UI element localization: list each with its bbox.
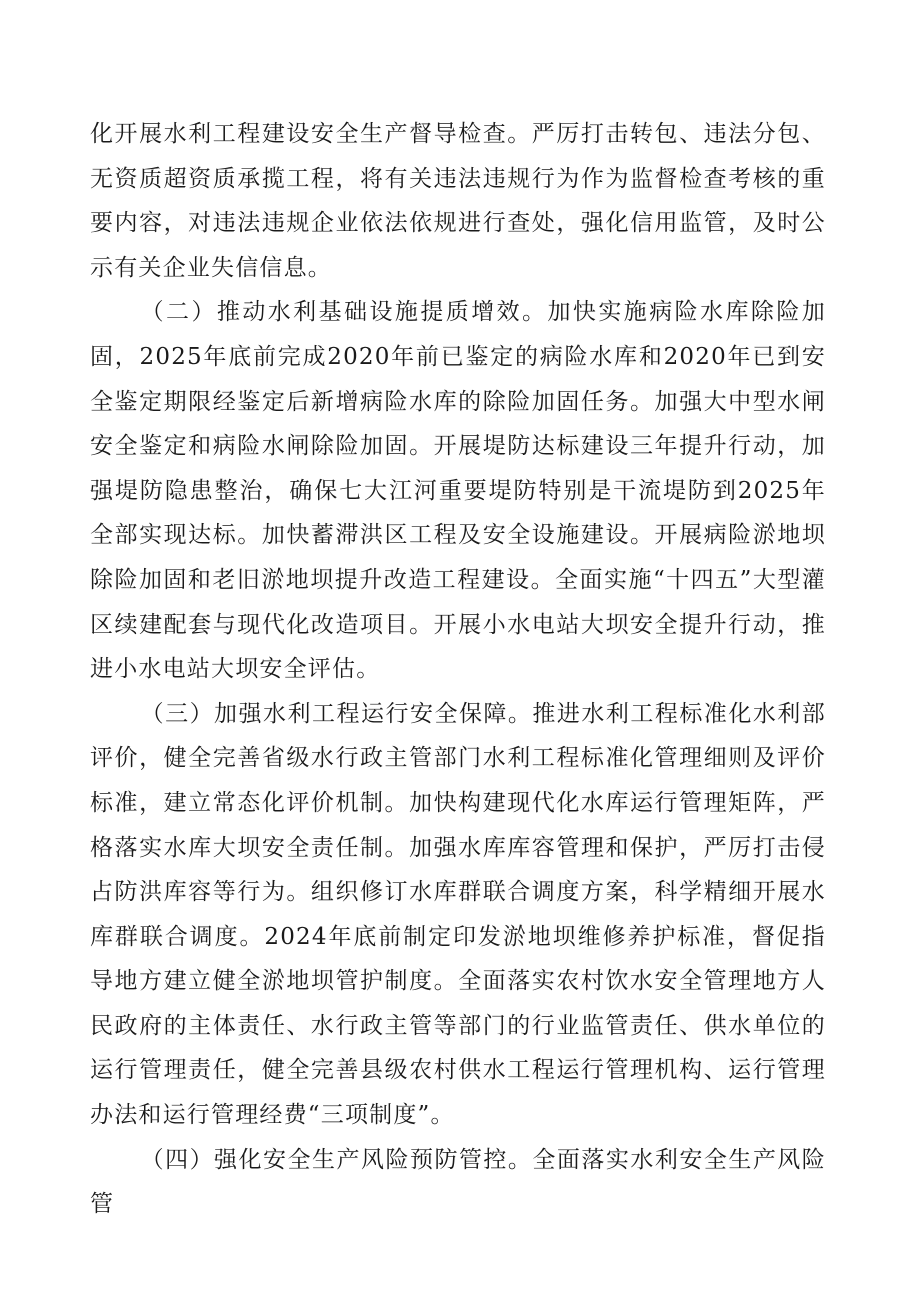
paragraph-continuation: 化开展水利工程建设安全生产督导检查。严厉打击转包、违法分包、无资质超资质承揽工程，将有关违法违规行为作为监督检查考核的重要内容，对违法违规企业依法依规进行查处，强化信用监管，及时公示有关企业失信信息。 (90, 121, 826, 281)
paragraph-section-4: （四）强化安全生产风险预防管控。全面落实水利安全生产风险管 (90, 1146, 826, 1218)
paragraph-section-3: （三）加强水利工程运行安全保障。推进水利工程标准化水利部评价，健全完善省级水行政主管部门水利工程标准化管理细则及评价标准，建立常态化评价机制。加快构建现代化水库运行管理矩阵，严格落实水库大坝安全责任制。加强水库库容管理和保护，严厉打击侵占防洪库容等行为。组织修订水库群联合调度方案，科学精细开展水库群联合调度。2024年底前制定印发淤地坝维修养护标准，督促指导地方建立健全淤地坝管护制度。全面落实农村饮水安全管理地方人民政府的主体责任、水行政主管等部门的行业监管责任、供水单位的运行管理责任，健全完善县级农村供水工程运行管理机构、运行管理办法和运行管理经费“三项制度”。 (90, 700, 826, 1129)
paragraph-section-2: （二）推动水利基础设施提质增效。加快实施病险水库除险加固，2025年底前完成2020年前已鉴定的病险水库和2020年已到安全鉴定期限经鉴定后新增病险水库的除险加固任务。加强大中型水闸安全鉴定和病险水闸除险加固。开展堤防达标建设三年提升行动，加强堤防隐患整治，确保七大江河重要堤防特别是干流堤防到2025年全部实现达标。加快蓄滞洪区工程及安全设施建设。开展病险淤地坝除险加固和老旧淤地坝提升改造工程建设。全面实施“十四五”大型灌区续建配套与现代化改造项目。开展小水电站大坝安全提升行动，推进小水电站大坝安全评估。 (90, 299, 826, 683)
document-body (90, 112, 826, 1227)
